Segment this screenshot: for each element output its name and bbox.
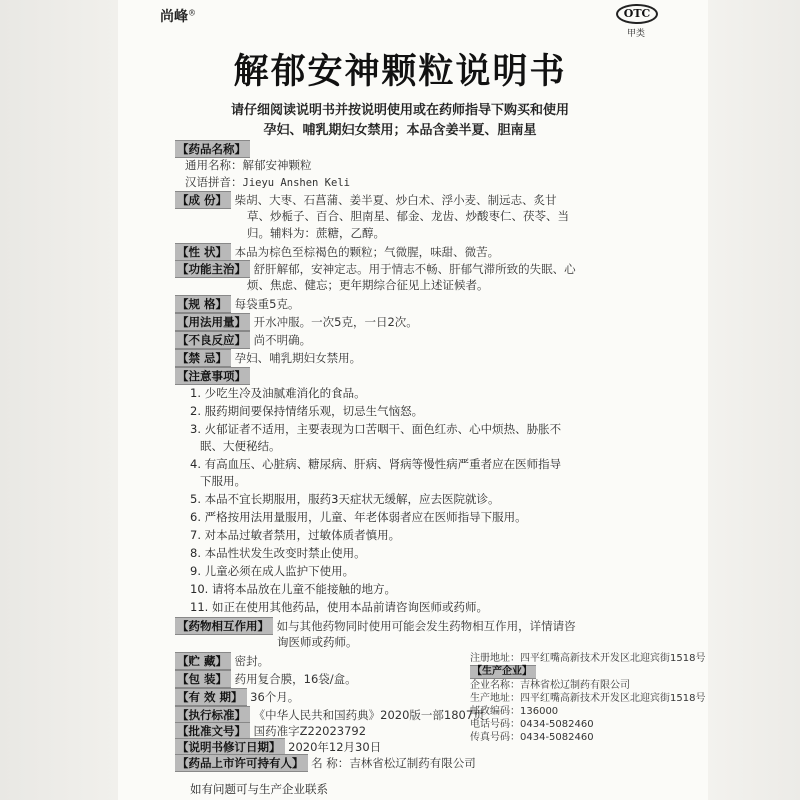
field-label: 企业名称： <box>470 680 520 691</box>
section-value: 孕妇、哺乳期妇女禁用。 <box>234 351 362 365</box>
section-label: 【用法用量】 <box>175 313 250 331</box>
precaution-item: 4. 有高血压、心脏病、糖尿病、肝病、肾病等慢性病严重者应在医师指导 <box>190 457 562 471</box>
precaution-item: 2. 服药期间要保持情绪乐观，切忌生气恼怒。 <box>190 404 424 418</box>
field-label: 通用名称： <box>185 158 243 172</box>
precaution-item: 7. 对本品过敏者禁用，过敏体质者慎用。 <box>190 528 401 542</box>
section-value: 2020年12月30日 <box>288 740 382 754</box>
composition-line-3: 归。辅料为：蔗糖，乙醇。 <box>247 226 385 240</box>
field-value: 四平红嘴高新技术开发区北迎宾街1518号 <box>520 653 706 664</box>
precaution-item: 3. 火郁证者不适用，主要表现为口苦咽干、面色红赤、心中烦热、胁胀不 <box>190 422 562 436</box>
section-value: 药用复合膜，16袋/盒。 <box>234 672 357 686</box>
document-title: 解郁安神颗粒说明书 <box>233 52 567 92</box>
precaution-item-cont: 下服用。 <box>200 474 246 488</box>
section-label: 【药物相互作用】 <box>175 617 273 635</box>
field-value: 136000 <box>520 706 559 717</box>
field-value: Jieyu Anshen Keli <box>242 177 350 189</box>
section-value: 本品为棕色至棕褐色的颗粒；气微腥，味甜、微苦。 <box>234 245 500 259</box>
field-label: 传真号码： <box>470 732 520 743</box>
indications-line-2: 烦、焦虑、健忘；更年期综合征见上述证候者。 <box>247 278 489 292</box>
section-mah <box>175 754 476 772</box>
section-label: 【功能主治】 <box>175 260 250 278</box>
section-label: 【有 效 期】 <box>175 688 247 706</box>
footer-contact-note: 如有问题可与生产企业联系 <box>190 782 328 796</box>
field-value: 四平红嘴高新技术开发区北迎宾街1518号 <box>520 693 706 704</box>
composition-line-1: 柴胡、大枣、石菖蒲、姜半夏、炒白术、浮小麦、制远志、炙甘 <box>234 193 557 207</box>
notice-line-2: 孕妇、哺乳期妇女禁用；本品含姜半夏、胆南星 <box>263 123 537 138</box>
precaution-item: 9. 儿童必须在成人监护下使用。 <box>190 564 355 578</box>
section-label: 【注意事项】 <box>175 367 250 385</box>
precaution-item: 5. 本品不宜长期服用，服药3天症状无缓解，应去医院就诊。 <box>190 492 500 506</box>
section-label: 【包 装】 <box>175 670 231 688</box>
brand-name: 尚峰 <box>160 9 188 25</box>
field-value: 吉林省松辽制药有限公司 <box>520 680 630 691</box>
otc-class: 甲类 <box>626 29 645 39</box>
manufacturer-section-row <box>470 665 705 679</box>
precaution-item: 6. 严格按用法用量服用，儿童、年老体弱者应在医师指导下服用。 <box>190 510 527 524</box>
section-value: 《中华人民共和国药典》2020版一部1807页 <box>253 708 485 722</box>
mah-address-row <box>470 652 705 665</box>
field-label: 电话号码： <box>470 719 520 730</box>
section-label: 【成 份】 <box>175 191 231 209</box>
indications-line-1: 舒肝解郁，安神定志。用于情志不畅、肝郁气滞所致的失眠、心 <box>253 262 576 276</box>
section-label: 【执行标准】 <box>175 706 250 724</box>
field-value: 吉林省松辽制药有限公司 <box>349 756 476 770</box>
interactions-line-2: 询医师或药师。 <box>277 635 358 649</box>
section-label: 【规 格】 <box>175 295 231 313</box>
fax-row <box>470 731 705 744</box>
section-label: 【药品上市许可持有人】 <box>175 754 308 772</box>
field-label: 注册地址： <box>470 653 520 664</box>
phone-row <box>470 718 705 731</box>
manufacturer-name-row <box>470 679 705 692</box>
section-value: 尚不明确。 <box>253 333 312 347</box>
field-label: 汉语拼音： <box>185 175 243 189</box>
section-value: 密封。 <box>234 654 270 668</box>
precaution-item-cont: 眠、大便秘结。 <box>200 439 281 453</box>
registered-mark: ® <box>188 8 196 18</box>
precaution-item: 8. 本品性状发生改变时禁止使用。 <box>190 546 366 560</box>
section-label: 【药品名称】 <box>175 140 250 158</box>
composition-line-2: 草、炒栀子、百合、胆南星、郁金、龙齿、炒酸枣仁、茯苓、当 <box>247 209 569 223</box>
section-label: 【禁 忌】 <box>175 349 231 367</box>
notice-line-1: 请仔细阅读说明书并按说明使用或在药师指导下购买和使用 <box>230 103 569 118</box>
section-value: 每袋重5克。 <box>234 297 300 311</box>
precaution-item: 11. 如正在使用其他药品，使用本品前请咨询医师或药师。 <box>190 600 488 614</box>
manufacturer-address-row <box>470 692 705 705</box>
section-label: 【不良反应】 <box>175 331 250 349</box>
section-value: 开水冲服。一次5克，一日2次。 <box>253 315 418 329</box>
precaution-item: 1. 少吃生冷及油腻难消化的食品。 <box>190 386 366 400</box>
mah-name <box>311 756 476 770</box>
interactions-line-1: 如与其他药物同时使用可能会发生药物相互作用，详情请咨 <box>276 619 576 633</box>
zip-row <box>470 705 705 718</box>
precaution-item: 10. 请将本品放在儿童不能接触的地方。 <box>190 582 396 596</box>
section-label: 【贮 藏】 <box>175 652 231 670</box>
mah-manufacturer-block <box>470 652 705 744</box>
section-label: 【生产企业】 <box>470 665 536 679</box>
field-value: 0434-5082460 <box>520 719 594 730</box>
section-label: 【批准文号】 <box>175 722 250 740</box>
field-label: 邮政编码： <box>470 706 520 717</box>
section-value: 国药准字Z22023792 <box>253 724 367 738</box>
otc-badge: OTC <box>616 4 658 24</box>
field-value: 解郁安神颗粒 <box>242 158 312 172</box>
field-value: 0434-5082460 <box>520 732 594 743</box>
section-label: 【性 状】 <box>175 243 231 261</box>
section-label: 【说明书修订日期】 <box>175 738 285 756</box>
field-label: 名 称： <box>311 756 350 770</box>
section-value: 36个月。 <box>250 690 300 704</box>
field-label: 生产地址： <box>470 693 520 704</box>
